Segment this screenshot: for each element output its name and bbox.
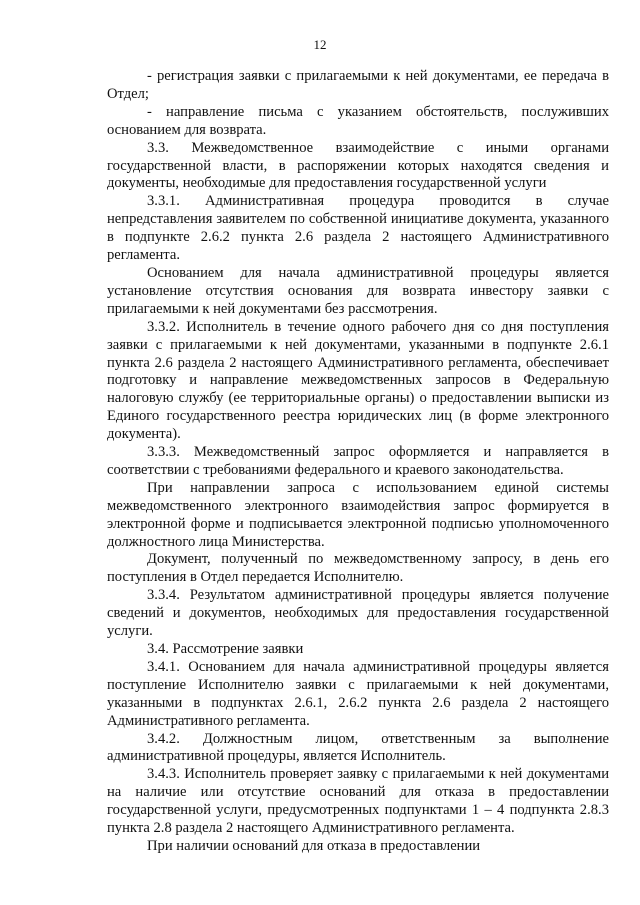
- paragraph: 3.4.2. Должностным лицом, ответственным за выполнение административной процедуры, является Исполнитель.: [107, 730, 609, 765]
- paragraph: 3.4.1. Основанием для начала административной процедуры является поступление Исполнителю заявки с прилагаемыми к ней документами, указанными в подпунктах 2.6.1, 2.6.2 пункта 2.6 раздела 2 настоящего Административного регламента.: [107, 658, 609, 729]
- paragraph: 3.4.3. Исполнитель проверяет заявку с прилагаемыми к ней документами на наличие или отсутствие оснований для отказа в предоставлении государственной услуги, предусмотренных подпунктами 1 – 4 подпункта 2.8.3 пункта 2.8 раздела 2 настоящего Административного регламента.: [107, 766, 609, 837]
- paragraph: Документ, полученный по межведомственному запросу, в день его поступления в Отдел передается Исполнителю.: [107, 551, 609, 586]
- paragraph: 3.3.4. Результатом административной процедуры является получение сведений и документов, необходимых для предоставления государственной услуги.: [107, 587, 609, 640]
- paragraph: - направление письма с указанием обстоятельств, послуживших основанием для возврата.: [107, 103, 609, 138]
- paragraph: - регистрация заявки с прилагаемыми к ней документами, ее передача в Отдел;: [107, 68, 609, 102]
- section-heading: 3.4. Рассмотрение заявки: [147, 641, 304, 657]
- paragraph: 3.3.2. Исполнитель в течение одного рабочего дня со дня поступления заявки с прилагаемыми к ней документами, указанными в подпункте 2.6.1 пункта 2.6 раздела 2 настоящего Административного регламента, обеспечивает подготовку и направление межведомственных запросов в Федеральную налоговую службу (ее территориальные органы) о предоставлении выписки из Единого государственного реестра юридических лиц (в форме электронного документа).: [107, 318, 609, 443]
- paragraph: 3.3.3. Межведомственный запрос оформляется и направляется в соответствии с требованиями федерального и краевого законодательства.: [107, 444, 609, 478]
- document-body: [107, 68, 609, 856]
- paragraph: Основанием для начала административной процедуры является установление отсутствия основания для возврата инвестору заявки с прилагаемыми к ней документами без рассмотрения.: [107, 264, 609, 317]
- section-heading: 3.3. Межведомственное взаимодействие с иными органами государственной власти, в распоряжении которых находятся сведения и документы, необходимые для предоставления государственной услуги: [107, 139, 609, 192]
- paragraph: При наличии оснований для отказа в предоставлении: [147, 837, 481, 854]
- paragraph: При направлении запроса с использованием единой системы межведомственного электронного взаимодействия запрос формируется в электронной форме и подписывается электронной подписью уполномоченного должностного лица Министерства.: [107, 479, 609, 550]
- paragraph: 3.3.1. Административная процедура проводится в случае непредставления заявителем по собственной инициативе документа, указанного в подпункте 2.6.2 пункта 2.6 раздела 2 настоящего Административного регламента.: [107, 193, 609, 264]
- page-number: 12: [313, 37, 327, 52]
